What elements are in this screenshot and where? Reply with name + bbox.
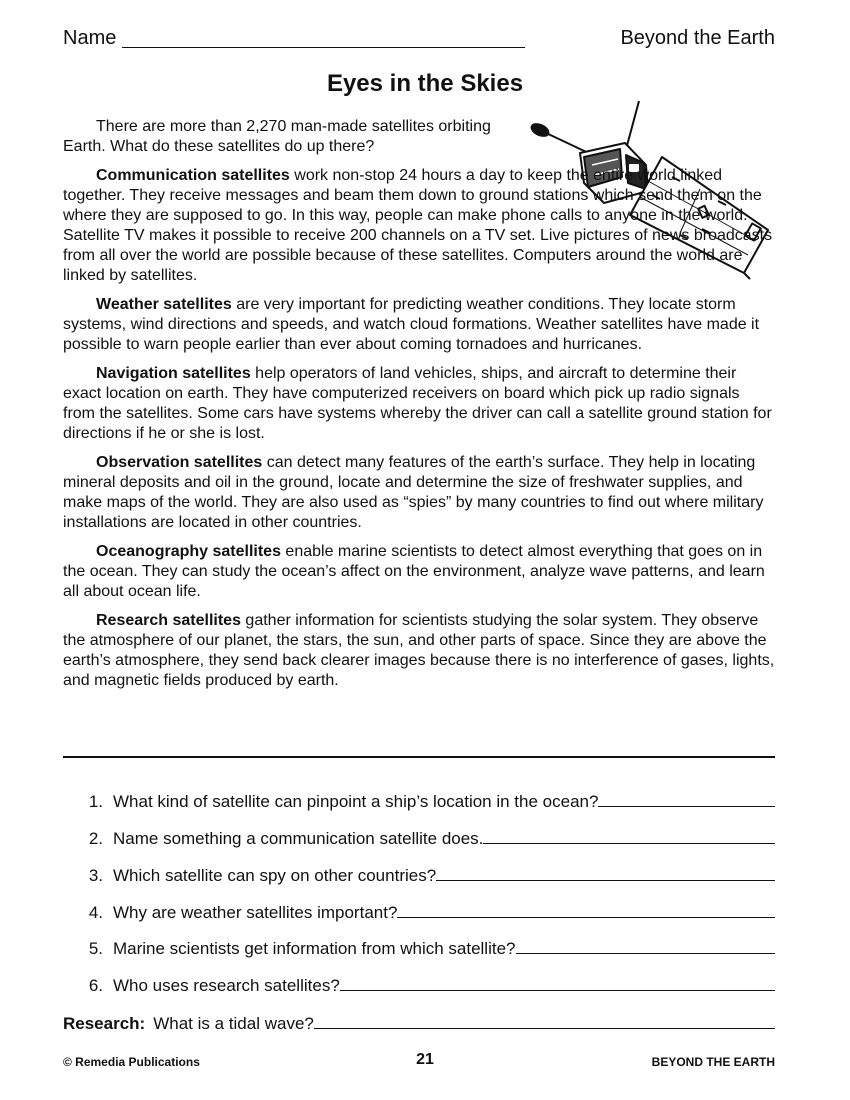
answer-line-2[interactable] xyxy=(483,842,775,844)
research-answer-line[interactable] xyxy=(314,1027,775,1029)
unit-title: Beyond the Earth xyxy=(620,27,775,49)
answer-line-5[interactable] xyxy=(516,952,776,954)
answer-line-6[interactable] xyxy=(340,989,775,991)
section-divider xyxy=(63,756,775,758)
footer-publisher: © Remedia Publications xyxy=(63,1055,200,1069)
paragraph-navigation: Navigation satellites help operators of land vehicles, ships, and aircraft to determine their exact location on earth. They have computerized receivers on board which pick up radio signals from the satellites. Some cars have systems whereby the driver can call a satellite ground station for directions if he or she is lost. xyxy=(63,365,772,442)
page-title: Eyes in the Skies xyxy=(326,70,524,97)
article-body xyxy=(63,117,775,700)
name-field[interactable] xyxy=(122,47,525,48)
page-number: 21 xyxy=(416,1051,434,1068)
footer-book-title: BEYOND THE EARTH xyxy=(651,1055,775,1069)
question-6: 6. Who uses research satellites? xyxy=(63,976,775,996)
question-5: 5. Marine scientists get information from which satellite? xyxy=(63,939,775,959)
answer-line-4[interactable] xyxy=(397,916,775,918)
name-label: Name xyxy=(63,27,117,49)
question-2: 2. Name something a communication satellite does. xyxy=(63,829,775,849)
answer-line-1[interactable] xyxy=(598,805,775,807)
paragraph-observation: Observation satellites can detect many features of the earth’s surface. They help in locating mineral deposits and oil in the ground, locate and determine the size of freshwater supplies, and make maps of the world. They are also used as “spies” by many countries to find out where military installations are located in other countries. xyxy=(63,454,764,531)
paragraph-communication: Communication satellites work non-stop 24 hours a day to keep the entire world linked together. They receive messages and beam them down to ground stations which send them on the where they are supposed to go. In this way, people can make phone calls to anyone in the world. Satellite TV makes it possible to receive 200 channels on a TV set. Live pictures of news broadcasts from all over the world are possible because of these satellites. Computers around the world are linked by satellites. xyxy=(63,167,773,284)
question-3: 3. Which satellite can spy on other countries? xyxy=(63,866,775,886)
paragraph-oceanography: Oceanography satellites enable marine scientists to detect almost everything that goes on in the ocean. They can study the ocean’s affect on the environment, analyze wave patterns, and learn all about ocean life. xyxy=(63,543,765,600)
question-4: 4. Why are weather satellites important? xyxy=(63,903,775,923)
question-1: 1. What kind of satellite can pinpoint a ship’s location in the ocean? xyxy=(63,792,775,812)
paragraph-weather: Weather satellites are very important for predicting weather conditions. They locate storm systems, wind directions and speeds, and watch cloud formations. Weather satellites have made it possible to warn people earlier than ever about coming tornadoes and hurricanes. xyxy=(63,296,760,353)
answer-line-3[interactable] xyxy=(436,879,775,881)
research-question: Research: What is a tidal wave? xyxy=(63,1014,775,1034)
paragraph-research: Research satellites gather information for scientists studying the solar system. They observe the atmosphere of our planet, the stars, the sun, and other parts of space. Since they are above the earth’s atmosphere, they send back clearer images because there is no interference of gases, lights, and magnetic fields produced by earth. xyxy=(63,612,775,689)
intro-paragraph: There are more than 2,270 man-made satellites orbiting Earth. What do these satellites do up there? xyxy=(63,118,491,155)
